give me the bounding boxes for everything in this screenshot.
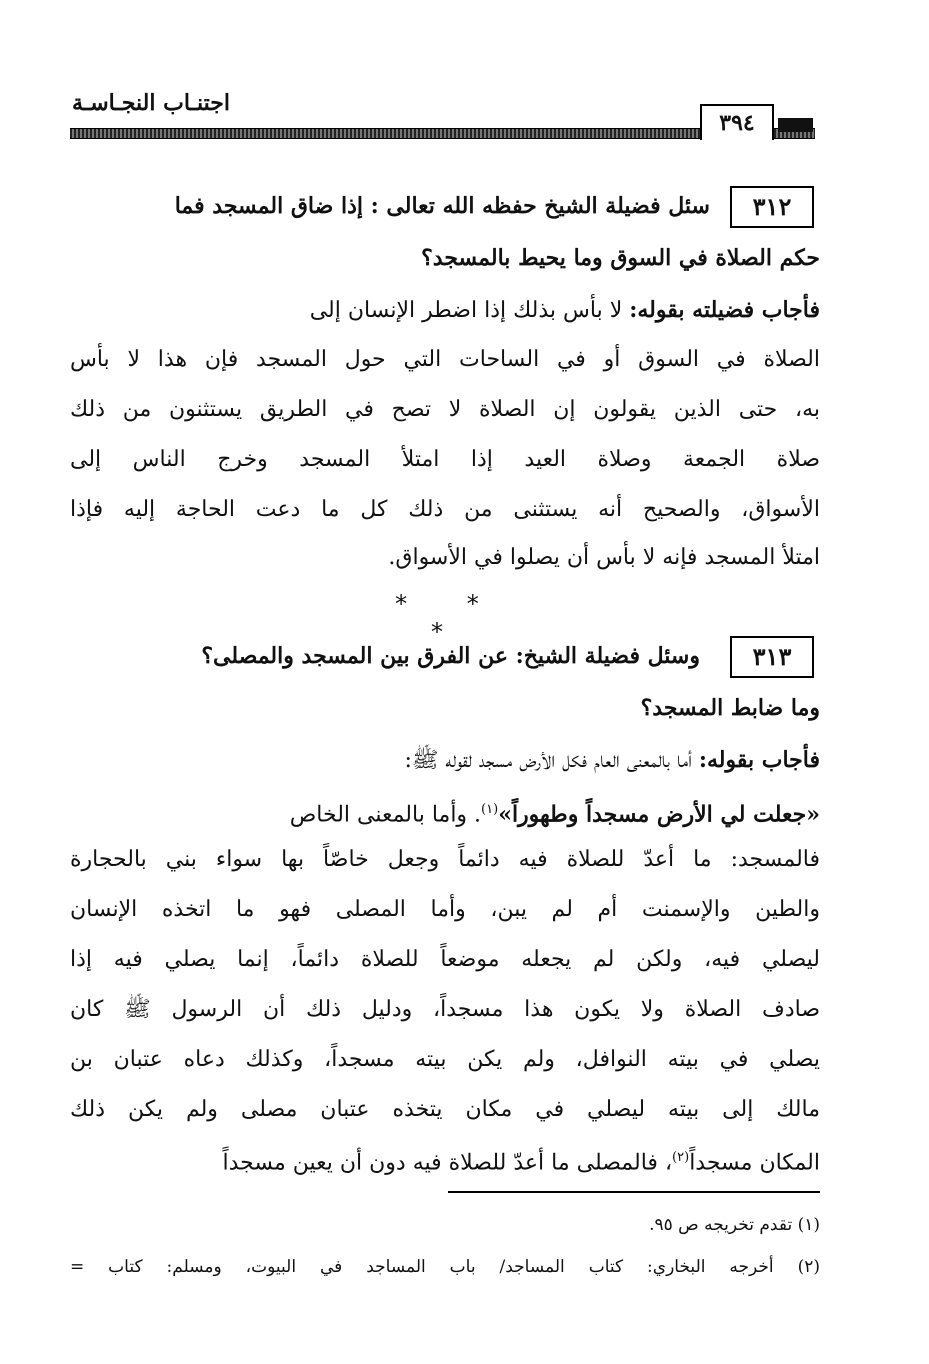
answer-312-line1 <box>70 290 820 330</box>
question-313-line2: وما ضابط المسجد؟ <box>640 695 820 721</box>
footnote-ref-1: (١) <box>481 802 499 817</box>
answer-312-line2: الصلاة في السوق أو في الساحات التي حول المسجد فإن هذا لا بأس <box>70 347 820 372</box>
answer-312-line5: الأسواق، والصحيح أنه يستثنى من ذلك كل ما دعت الحاجة إليه فإذا <box>70 497 821 522</box>
answer-312-lead: فأجاب فضيلته بقوله: <box>629 297 820 323</box>
hadith-quote: «جعلت لي الأرض مسجداً وطهوراً» <box>498 801 820 828</box>
answer-313-line2 <box>70 790 820 830</box>
page-number: ٣٩٤ <box>700 104 774 140</box>
running-title: اجتنـاب النجـاسـة <box>72 90 230 116</box>
answer-313-line3: فالمسجد: ما أعدّ للصلاة فيه دائماً وجعل خاصّاً بها سواء بني بالحجارة <box>70 847 820 872</box>
footnote-1: (١) تقدم تخريجه ص ٩٥. <box>649 1215 820 1235</box>
footnote-ref-2: (٢) <box>672 1150 690 1165</box>
answer-313-line2-text: . وأما بالمعنى الخاص <box>289 802 482 828</box>
answer-313-line1 <box>70 740 820 780</box>
answer-312-line1-text: لا بأس بذلك إذا اضطر الإنسان إلى <box>309 298 623 323</box>
answer-312-line6: امتلأ المسجد فإنه لا بأس أن يصلوا في الأسواق. <box>388 545 820 570</box>
question-number-312: ٣١٢ <box>730 186 814 228</box>
answer-313-line7: يصلي في بيته النوافل، ولم يكن بيته مسجداً، وكذلك دعاه عتبان بن <box>70 1047 820 1072</box>
answer-313-line9 <box>70 1138 820 1178</box>
answer-313-line9-b: ، فالمصلى ما أعدّ للصلاة فيه دون أن يعين مسجداً <box>222 1150 673 1176</box>
question-313-line1: وسئل فضيلة الشيخ: عن الفرق بين المسجد والمصلى؟ <box>201 643 700 669</box>
footnote-2: (٢) أخرجه البخاري: كتاب المساجد/ باب المساجد في البيوت، ومسلم: كتاب = <box>70 1257 820 1277</box>
section-separator: * * * <box>395 590 505 646</box>
question-312-line2: حكم الصلاة في السوق وما يحيط بالمسجد؟ <box>421 245 820 271</box>
answer-312-line4: صلاة الجمعة وصلاة العيد إذا امتلأ المسجد وخرج الناس إلى <box>70 447 820 472</box>
answer-313-line4: والطين والإسمنت أم لم يبن، وأما المصلى فهو ما اتخذه الإنسان <box>70 897 820 922</box>
answer-313-line5: ليصلي فيه، ولكن لم يجعله موضعاً للصلاة دائماً، إنما يصلي فيه إذا <box>70 947 821 972</box>
question-number-313: ٣١٣ <box>730 636 814 678</box>
answer-313-line9-a: المكان مسجداً <box>689 1150 820 1176</box>
answer-313-line8: مالك إلى بيته ليصلي في مكان يتخذه عتبان مصلى ولم يكن ذلك <box>70 1097 820 1122</box>
footnote-rule <box>448 1191 820 1193</box>
answer-313-line6: صادف الصلاة ولا يكون هذا مسجداً، ودليل ذلك أن الرسول ﷺ كان <box>70 997 820 1022</box>
header-bar <box>778 118 813 132</box>
answer-313-line1-text: أما بالمعنى العام فكل الأرض مسجد لقوله ﷺ: <box>404 748 692 773</box>
answer-312-line3: به، حتى الذين يقولون إن الصلاة لا تصح في الطريق يستثنون من ذلك <box>70 397 820 422</box>
question-312-line1: سئل فضيلة الشيخ حفظه الله تعالى : إذا ضاق المسجد فما <box>174 193 710 219</box>
answer-313-lead: فأجاب بقوله: <box>698 747 820 773</box>
